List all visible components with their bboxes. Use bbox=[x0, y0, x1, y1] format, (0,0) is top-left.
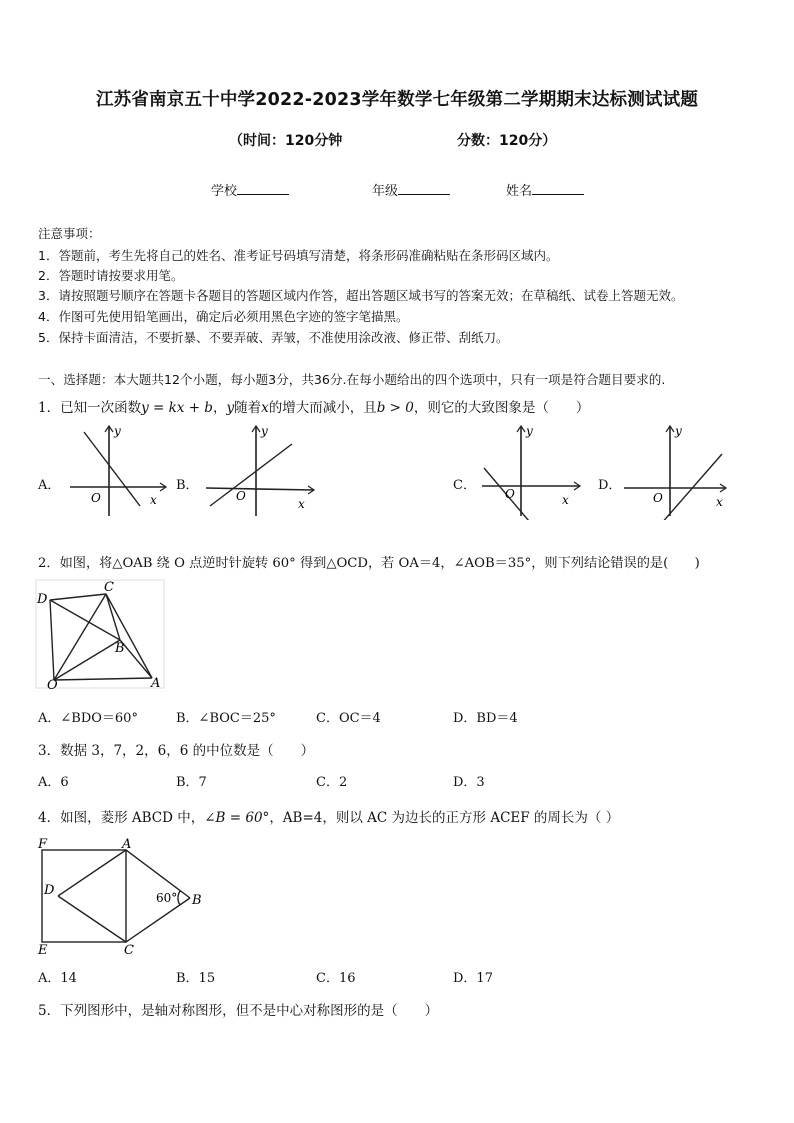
q1-formula: y = kx + b bbox=[141, 400, 213, 416]
q4-option-d[interactable]: D．17 bbox=[453, 971, 493, 986]
origin-label: O bbox=[91, 491, 101, 505]
q3-option-c[interactable]: C．2 bbox=[316, 775, 348, 790]
function-line bbox=[654, 454, 722, 520]
grade-label: 年级 bbox=[372, 184, 399, 199]
name-label: 姓名 bbox=[506, 184, 533, 199]
note-item: 2．答题时请按要求用笔。 bbox=[38, 268, 184, 283]
q1-text: ， bbox=[212, 400, 227, 416]
label-b: B bbox=[115, 641, 125, 656]
x-label: x bbox=[298, 497, 305, 511]
q1-option-a[interactable]: A． bbox=[38, 478, 61, 493]
q4-text: ，AB=4，则以 AC 为边长的正方形 ACEF 的周长为（ ） bbox=[269, 810, 620, 826]
q4-text: 4．如图，菱形 ABCD 中， bbox=[38, 810, 205, 826]
q1-option-c[interactable]: C． bbox=[453, 478, 476, 493]
q1-option-d[interactable]: D． bbox=[598, 478, 622, 493]
x-label: x bbox=[562, 493, 569, 507]
q3-option-b[interactable]: B．7 bbox=[176, 775, 207, 790]
q1-text: ，则它的大致图象是（ ） bbox=[413, 400, 590, 416]
q1-graph-c bbox=[476, 420, 588, 520]
notes-heading: 注意事项： bbox=[38, 226, 101, 241]
school-label: 学校 bbox=[211, 184, 238, 199]
label-b: B bbox=[192, 893, 202, 908]
question-1 bbox=[38, 396, 589, 416]
q4-option-a[interactable]: A．14 bbox=[38, 971, 77, 986]
note-item: 5．保持卡面清洁，不要折暴、不要弄破、弄皱，不准使用涂改液、修正带、刮纸刀。 bbox=[38, 330, 509, 345]
q1-graph-a bbox=[62, 420, 174, 520]
q1-option-b[interactable]: B． bbox=[176, 478, 199, 493]
q3-option-d[interactable]: D．3 bbox=[453, 775, 485, 790]
label-d: D bbox=[44, 883, 55, 898]
question-5: 5．下列图形中，是轴对称图形，但不是中心对称图形的是（ ） bbox=[38, 1003, 439, 1019]
question-3: 3．数据 3，7，2，6，6 的中位数是（ ） bbox=[38, 743, 315, 759]
q1-var: x bbox=[261, 400, 269, 416]
label-c: C bbox=[124, 943, 134, 958]
q2-option-d[interactable]: D．BD＝4 bbox=[453, 711, 518, 726]
q1-text: 1．已知一次函数 bbox=[38, 400, 142, 416]
q1-condition: b > 0 bbox=[376, 400, 414, 416]
name-blank[interactable] bbox=[532, 180, 584, 195]
q1-var: y bbox=[226, 400, 235, 416]
figure-frame bbox=[36, 580, 164, 688]
q1-graph-b bbox=[200, 420, 322, 520]
q4-figure bbox=[34, 836, 214, 960]
q2-figure bbox=[34, 578, 168, 692]
q3-option-a[interactable]: A．6 bbox=[38, 775, 69, 790]
school-field bbox=[211, 180, 289, 199]
y-label: y bbox=[526, 424, 533, 438]
name-field bbox=[506, 180, 584, 199]
x-label: x bbox=[716, 495, 723, 509]
q4-option-c[interactable]: C．16 bbox=[316, 971, 356, 986]
school-blank[interactable] bbox=[237, 180, 289, 195]
q1-text: 随着 bbox=[234, 400, 262, 416]
note-item: 4．作图可先使用铅笔画出，确定后必须用黑色字迹的签字笔描黑。 bbox=[38, 309, 409, 324]
function-line bbox=[210, 444, 292, 506]
angle-label: 60° bbox=[156, 891, 178, 905]
q2-option-a[interactable]: A．∠BDO＝60° bbox=[38, 711, 138, 726]
y-label: y bbox=[261, 424, 268, 438]
q2-option-b[interactable]: B．∠BOC＝25° bbox=[176, 711, 276, 726]
question-2: 2．如图，将△OAB 绕 O 点逆时针旋转 60° 得到△OCD，若 OA＝4，∠AOB＝35°，则下列结论错误的是( ) bbox=[38, 556, 700, 571]
label-a: A bbox=[151, 676, 161, 691]
origin-label: O bbox=[505, 487, 515, 501]
label-e: E bbox=[38, 943, 48, 958]
grade-field bbox=[372, 180, 450, 199]
origin-label: O bbox=[236, 489, 246, 503]
y-label: y bbox=[114, 424, 121, 438]
y-label: y bbox=[675, 424, 682, 438]
q1-graph-d bbox=[620, 420, 732, 520]
x-axis bbox=[206, 488, 314, 490]
label-f: F bbox=[38, 837, 48, 852]
grade-blank[interactable] bbox=[398, 180, 450, 195]
q4-angle: ∠B = 60° bbox=[204, 810, 270, 826]
q4-option-b[interactable]: B．15 bbox=[176, 971, 216, 986]
question-4 bbox=[38, 806, 619, 826]
label-a: A bbox=[122, 837, 132, 852]
exam-time: （时间：120分钟 bbox=[229, 133, 343, 149]
note-item: 1．答题前，考生先将自己的姓名、准考证号码填写清楚，将条形码准确粘贴在条形码区域内。 bbox=[38, 248, 559, 263]
label-o: O bbox=[47, 678, 58, 692]
x-label: x bbox=[150, 493, 157, 507]
q1-text: 的增大而减小，且 bbox=[268, 400, 377, 416]
section-heading: 一、选择题：本大题共12个小题，每小题3分，共36分.在每小题给出的四个选项中，只有一项是符合题目要求的. bbox=[38, 372, 666, 387]
page-title: 江苏省南京五十中学2022-2023学年数学七年级第二学期期末达标测试试题 bbox=[95, 90, 699, 110]
label-d: D bbox=[37, 592, 48, 607]
label-c: C bbox=[104, 580, 114, 595]
q2-option-c[interactable]: C．OC＝4 bbox=[316, 711, 381, 726]
origin-label: O bbox=[653, 491, 663, 505]
exam-score: 分数：120分） bbox=[457, 133, 557, 149]
note-item: 3．请按照题号顺序在答题卡各题目的答题区域内作答，超出答题区域书写的答案无效；在草稿纸、试卷上答题无效。 bbox=[38, 288, 684, 303]
